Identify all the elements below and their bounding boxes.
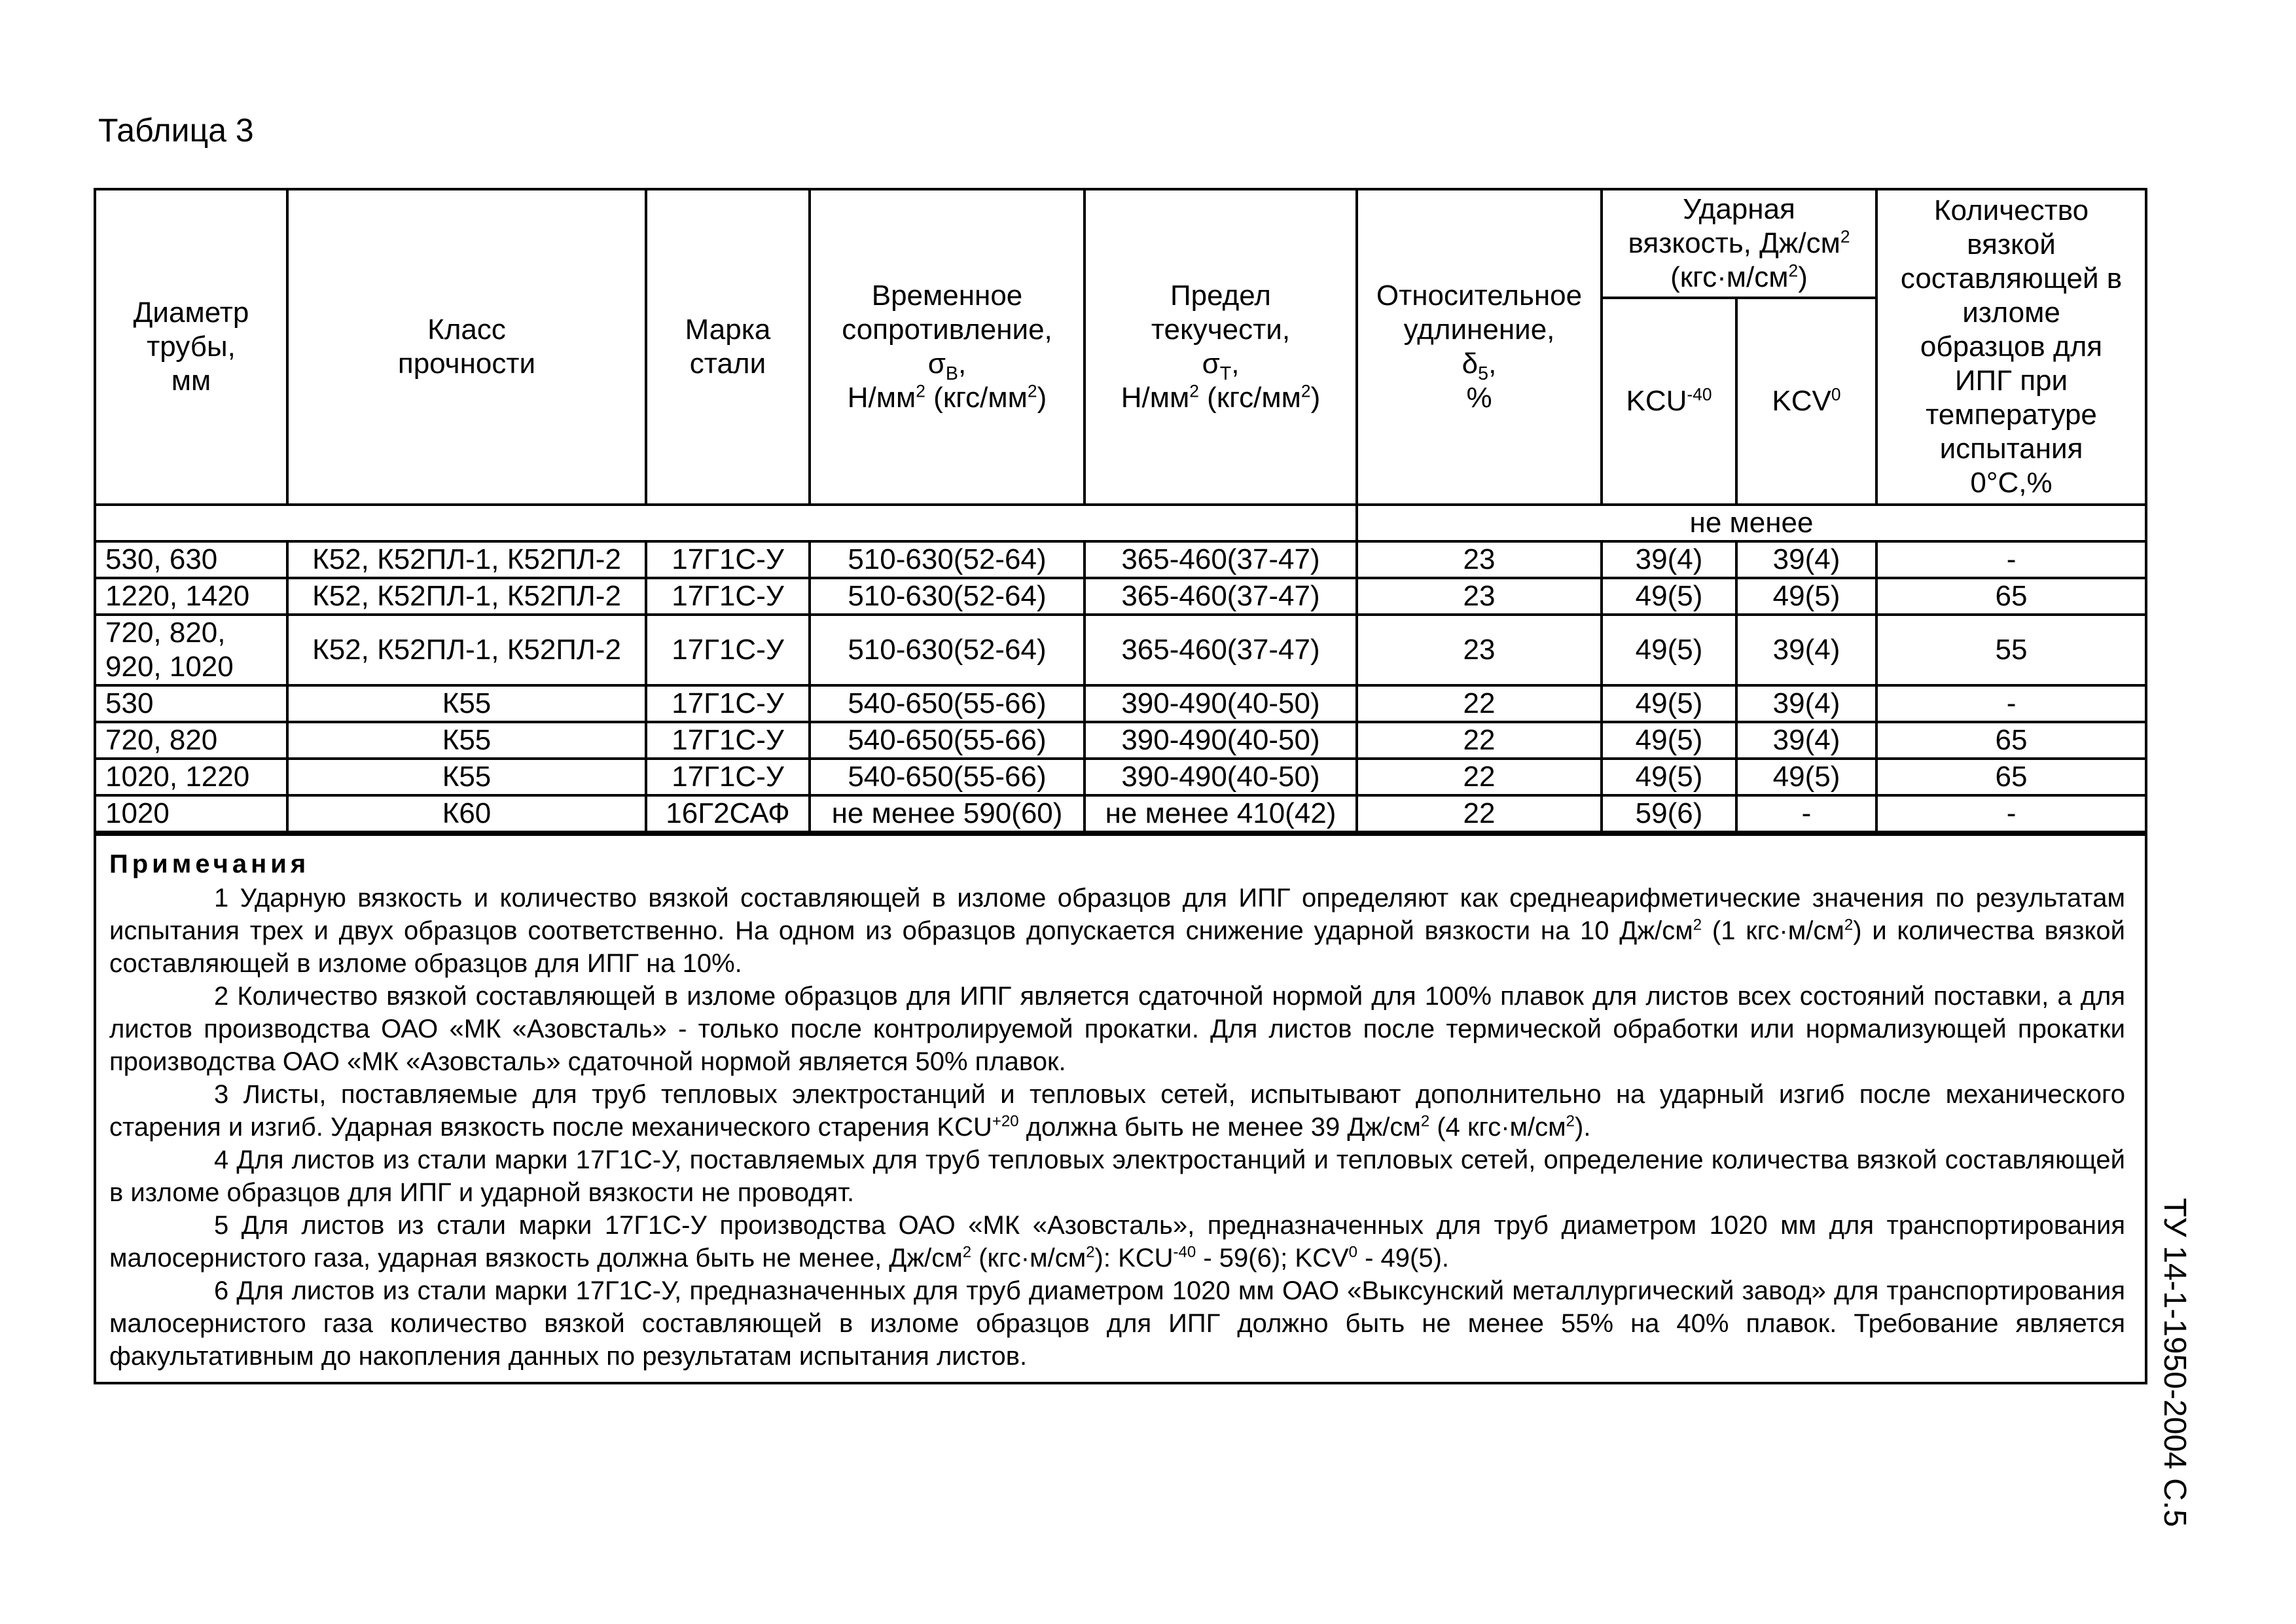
cell-elongation: 23 bbox=[1357, 541, 1602, 578]
cell-diameter: 1020 bbox=[96, 795, 287, 832]
cell-strength-class: К52, К52ПЛ-1, К52ПЛ-2 bbox=[287, 615, 646, 685]
cell-elongation: 23 bbox=[1357, 578, 1602, 615]
cell-diameter: 720, 820 bbox=[96, 722, 287, 759]
cell-steel-grade: 17Г1С-У bbox=[646, 615, 810, 685]
cell-kcv: 39(4) bbox=[1736, 615, 1876, 685]
cell-diameter: 720, 820, 920, 1020 bbox=[96, 615, 287, 685]
cell-kcv: - bbox=[1736, 795, 1876, 832]
cell-tensile: 540-650(55-66) bbox=[810, 722, 1085, 759]
table-caption: Таблица 3 bbox=[98, 112, 254, 149]
header-yield-strength: Предел текучести, $\sigma_Т$, $Н/мм^2$ $(кгс/мм^2)$ bbox=[1085, 190, 1357, 505]
cell-kcu: 49(5) bbox=[1602, 722, 1736, 759]
cell-tensile: 510-630(52-64) bbox=[810, 615, 1085, 685]
cell-steel-grade: 17Г1С-У bbox=[646, 722, 810, 759]
cell-kcu: 49(5) bbox=[1602, 685, 1736, 722]
table-row bbox=[96, 795, 2145, 832]
note-3: 3 Листы, поставляемые для труб тепловых электростанций и тепловых сетей, испытывают дополнительно на ударный изгиб после механического старения и изгиб. Ударная вязкость после механического старения $KCU^{+20}$ должна быть не менее 39 $Дж/см^2$ (4 $кгс\cdot м/см^2$). bbox=[109, 1079, 2125, 1142]
cell-diameter: 1220, 1420 bbox=[96, 578, 287, 615]
header-spacer bbox=[96, 505, 1357, 541]
note-6: 6 Для листов из стали марки 17Г1С-У, предназначенных для труб диаметром 1020 мм ОАО «Выксунский металлургический завод» для транспортирования малосернистого газа количество вязкой составляющей в изломе образцов для ИПГ должно быть не менее 55% на 40% плавок. Требование является факультативным до накопления данных по результатам испытания листов. bbox=[109, 1276, 2125, 1371]
cell-kcu: 39(4) bbox=[1602, 541, 1736, 578]
cell-strength-class: К55 bbox=[287, 759, 646, 795]
cell-kcv: 39(4) bbox=[1736, 541, 1876, 578]
table-row bbox=[96, 722, 2145, 759]
cell-tensile: 510-630(52-64) bbox=[810, 578, 1085, 615]
cell-tensile: 510-630(52-64) bbox=[810, 541, 1085, 578]
cell-elongation: 22 bbox=[1357, 759, 1602, 795]
cell-diameter: 1020, 1220 bbox=[96, 759, 287, 795]
cell-ductile: 65 bbox=[1876, 759, 2145, 795]
cell-tensile: не менее 590(60) bbox=[810, 795, 1085, 832]
notes-title: Примечания bbox=[109, 849, 310, 878]
header-strength-class: Класс прочности bbox=[287, 190, 646, 505]
table-row bbox=[96, 578, 2145, 615]
cell-kcu: 49(5) bbox=[1602, 578, 1736, 615]
header-elongation: Относительное удлинение, $\delta_5$, % bbox=[1357, 190, 1602, 505]
cell-steel-grade: 17Г1С-У bbox=[646, 685, 810, 722]
table-row bbox=[96, 685, 2145, 722]
cell-diameter: 530, 630 bbox=[96, 541, 287, 578]
cell-tensile: 540-650(55-66) bbox=[810, 759, 1085, 795]
cell-yield: не менее 410(42) bbox=[1085, 795, 1357, 832]
header-kcv: KCV$^0$ bbox=[1736, 298, 1876, 505]
cell-kcv: 39(4) bbox=[1736, 722, 1876, 759]
cell-elongation: 22 bbox=[1357, 795, 1602, 832]
cell-yield: 365-460(37-47) bbox=[1085, 541, 1357, 578]
cell-elongation: 22 bbox=[1357, 685, 1602, 722]
note-1: 1 Ударную вязкость и количество вязкой составляющей в изломе образцов для ИПГ определяют как среднеарифметические значения по результатам испытания трех и двух образцов соответственно. На одном из образцов допускается снижение ударной вязкости на 10 $Дж/см^2$ (1 $кгс\cdot м/см^2$) и количества вязкой составляющей в изломе образцов для ИПГ на 10%. bbox=[109, 883, 2126, 978]
cell-strength-class: К60 bbox=[287, 795, 646, 832]
table-row bbox=[96, 759, 2145, 795]
cell-yield: 390-490(40-50) bbox=[1085, 722, 1357, 759]
cell-steel-grade: 16Г2САФ bbox=[646, 795, 810, 832]
cell-tensile: 540-650(55-66) bbox=[810, 685, 1085, 722]
cell-ductile: - bbox=[1876, 685, 2145, 722]
page-marker: ТУ 14-1-1950-2004 С.5 bbox=[2157, 1198, 2192, 1527]
cell-yield: 390-490(40-50) bbox=[1085, 759, 1357, 795]
header-impact-strength: Ударная вязкость, $Дж/см^2$ $(кгс\cdot м/см^2)$ bbox=[1602, 190, 1876, 298]
cell-strength-class: К52, К52ПЛ-1, К52ПЛ-2 bbox=[287, 541, 646, 578]
notes-section bbox=[96, 833, 2145, 1382]
table-3 bbox=[94, 188, 2147, 1384]
cell-yield: 390-490(40-50) bbox=[1085, 685, 1357, 722]
cell-ductile: 65 bbox=[1876, 578, 2145, 615]
cell-ductile: 65 bbox=[1876, 722, 2145, 759]
header-not-less: не менее bbox=[1357, 505, 2145, 541]
cell-steel-grade: 17Г1С-У bbox=[646, 578, 810, 615]
cell-kcu: 49(5) bbox=[1602, 759, 1736, 795]
header-ductile-fraction: Количество вязкой составляющей в изломе образцов для ИПГ при температуре испытания 0°С,% bbox=[1876, 190, 2145, 505]
cell-steel-grade: 17Г1С-У bbox=[646, 541, 810, 578]
cell-strength-class: К55 bbox=[287, 722, 646, 759]
header-kcu: $KCU^{-40}$ bbox=[1602, 298, 1736, 505]
cell-ductile: 55 bbox=[1876, 615, 2145, 685]
cell-kcv: 49(5) bbox=[1736, 578, 1876, 615]
cell-ductile: - bbox=[1876, 541, 2145, 578]
cell-ductile: - bbox=[1876, 795, 2145, 832]
note-2: 2 Количество вязкой составляющей в изломе образцов для ИПГ является сдаточной нормой для 100% плавок для листов всех состояний поставки, а для листов производства ОАО «МК «Азовсталь» - только после контролируемой прокатки. Для листов после термической обработки или нормализующей прокатки производства ОАО «МК «Азовсталь» сдаточной нормой является 50% плавок. bbox=[109, 981, 2125, 1076]
cell-yield: 365-460(37-47) bbox=[1085, 615, 1357, 685]
header-steel-grade: Марка стали bbox=[646, 190, 810, 505]
cell-elongation: 23 bbox=[1357, 615, 1602, 685]
table-row bbox=[96, 541, 2145, 578]
header-tensile-strength: Временное сопротивление, $\sigma_В$, $Н/мм^2$ $(кгс/мм^2)$ bbox=[810, 190, 1085, 505]
header-diameter: Диаметр трубы, мм bbox=[96, 190, 287, 505]
cell-strength-class: К52, К52ПЛ-1, К52ПЛ-2 bbox=[287, 578, 646, 615]
cell-kcu: 49(5) bbox=[1602, 615, 1736, 685]
table-row bbox=[96, 615, 2145, 685]
note-4: 4 Для листов из стали марки 17Г1С-У, поставляемых для труб тепловых электростанций и тепловых сетей, определение количества вязкой составляющей в изломе образцов для ИПГ и ударной вязкости не проводят. bbox=[109, 1145, 2125, 1207]
cell-elongation: 22 bbox=[1357, 722, 1602, 759]
note-5: 5 Для листов из стали марки 17Г1С-У производства ОАО «МК «Азовсталь», предназначенных для труб диаметром 1020 мм для транспортирования малосернистого газа, ударная вязкость должна быть не менее, $Дж/см^2$ $(кгс\cdot м/см^2)$: $KCU^{-40} - 59(6)$; KCV$^0$ - 49(5). bbox=[109, 1210, 2125, 1272]
cell-kcv: 39(4) bbox=[1736, 685, 1876, 722]
cell-kcu: 59(6) bbox=[1602, 795, 1736, 832]
cell-kcv: 49(5) bbox=[1736, 759, 1876, 795]
cell-strength-class: К55 bbox=[287, 685, 646, 722]
cell-steel-grade: 17Г1С-У bbox=[646, 759, 810, 795]
cell-yield: 365-460(37-47) bbox=[1085, 578, 1357, 615]
properties-table bbox=[96, 190, 2145, 833]
cell-diameter: 530 bbox=[96, 685, 287, 722]
